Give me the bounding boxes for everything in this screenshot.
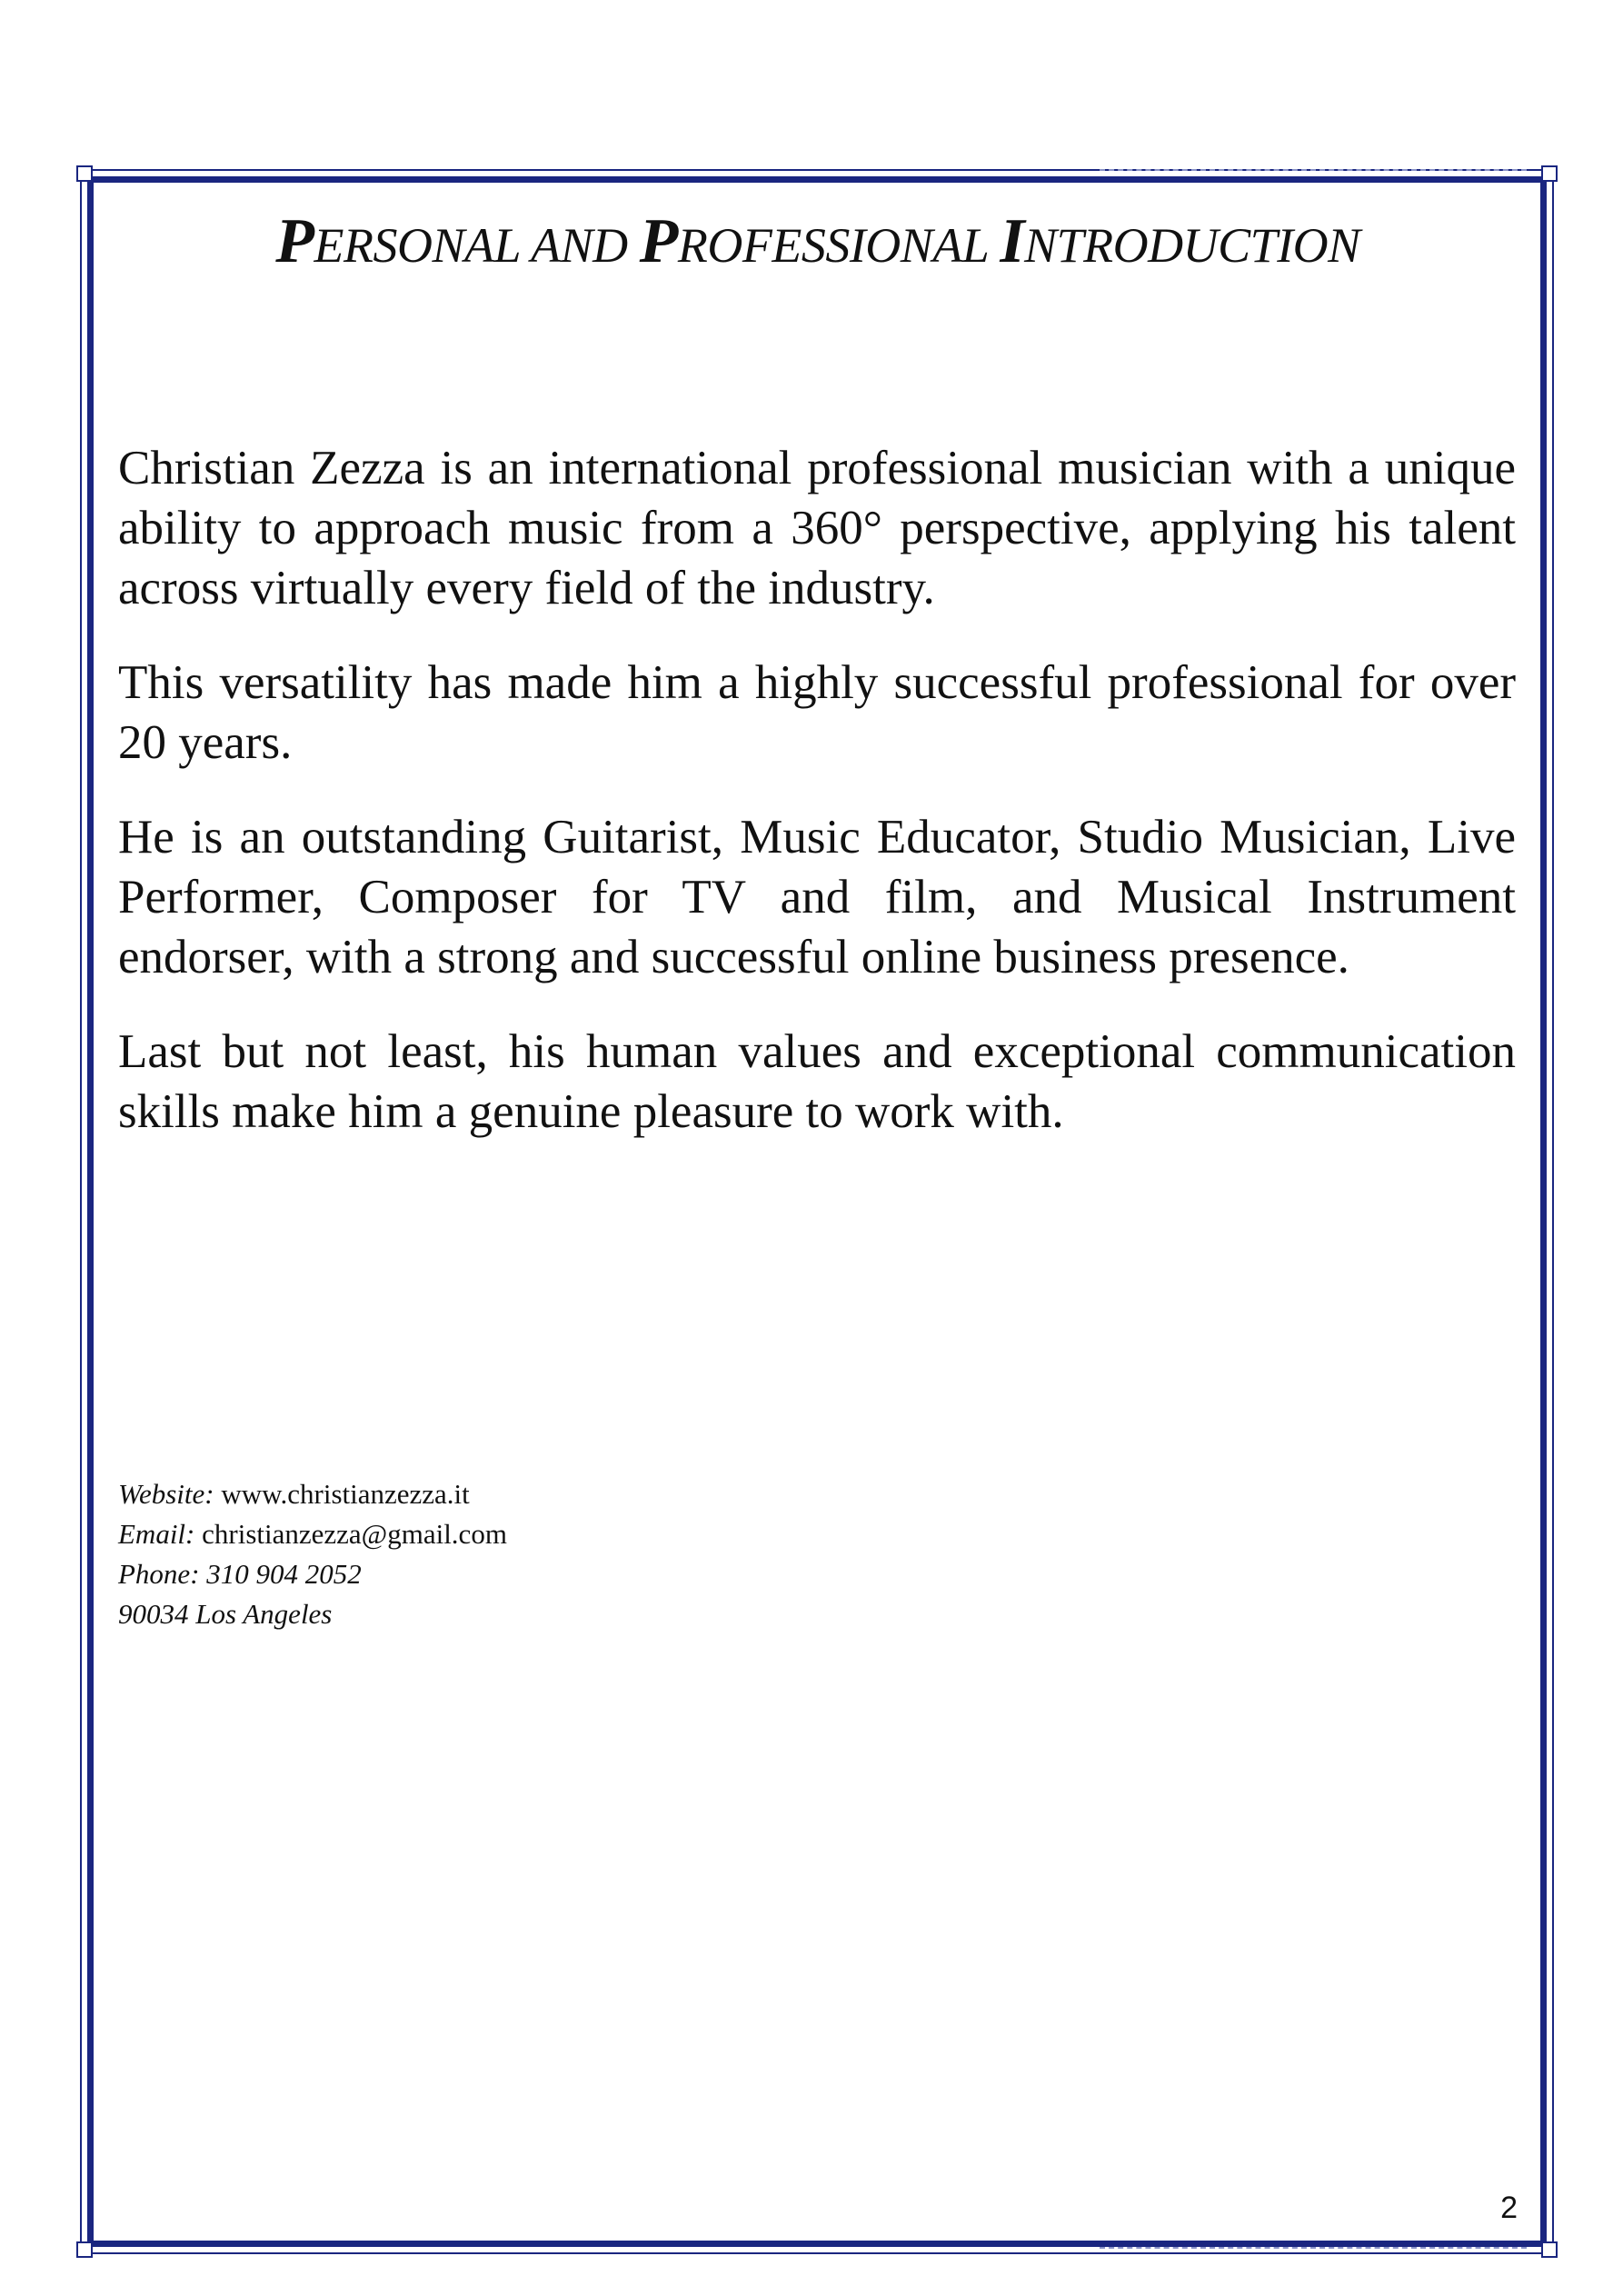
frame-ornament-top: [1100, 169, 1527, 171]
paragraph-values: Last but not least, his human values and exceptional communication skills make him a genuine pleasure to work with.: [118, 1025, 1516, 1138]
website-link[interactable]: www.christianzezza.it: [221, 1478, 470, 1510]
email-link[interactable]: christianzezza@gmail.com: [202, 1518, 507, 1550]
introduction-body: [118, 438, 1516, 1176]
contact-location: 90034 Los Angeles: [118, 1598, 333, 1630]
contact-website: Website: www.christianzezza.it: [118, 1478, 470, 1510]
frame-ornament-bottom: [1100, 2247, 1527, 2249]
frame-corner-bottom-left: [76, 2241, 93, 2258]
paragraph-versatility: This versatility has made him a highly successful professional for over 20 years.: [118, 656, 1516, 769]
paragraph-roles: He is an outstanding Guitarist, Music Educator, Studio Musician, Live Performer, Composer for TV and film, and Musical Instrument endorser, with a strong and successful online business presence.: [118, 811, 1516, 983]
paragraph-intro: Christian Zezza is an international professional musician with a unique ability to approach music from a 360° perspective, applying his talent across virtually every field of the industry.: [118, 442, 1516, 614]
frame-corner-top-left: [76, 165, 93, 182]
contact-info: [118, 1474, 936, 1634]
contact-phone: Phone: 310 904 2052: [118, 1558, 362, 1590]
page-title: PERSONAL AND PROFESSIONAL INTRODUCTION: [275, 206, 1360, 276]
page-number: 2: [1500, 2191, 1518, 2225]
frame-corner-top-right: [1541, 165, 1558, 182]
frame-corner-bottom-right: [1541, 2241, 1558, 2258]
contact-email: Email: christianzezza@gmail.com: [118, 1518, 507, 1550]
